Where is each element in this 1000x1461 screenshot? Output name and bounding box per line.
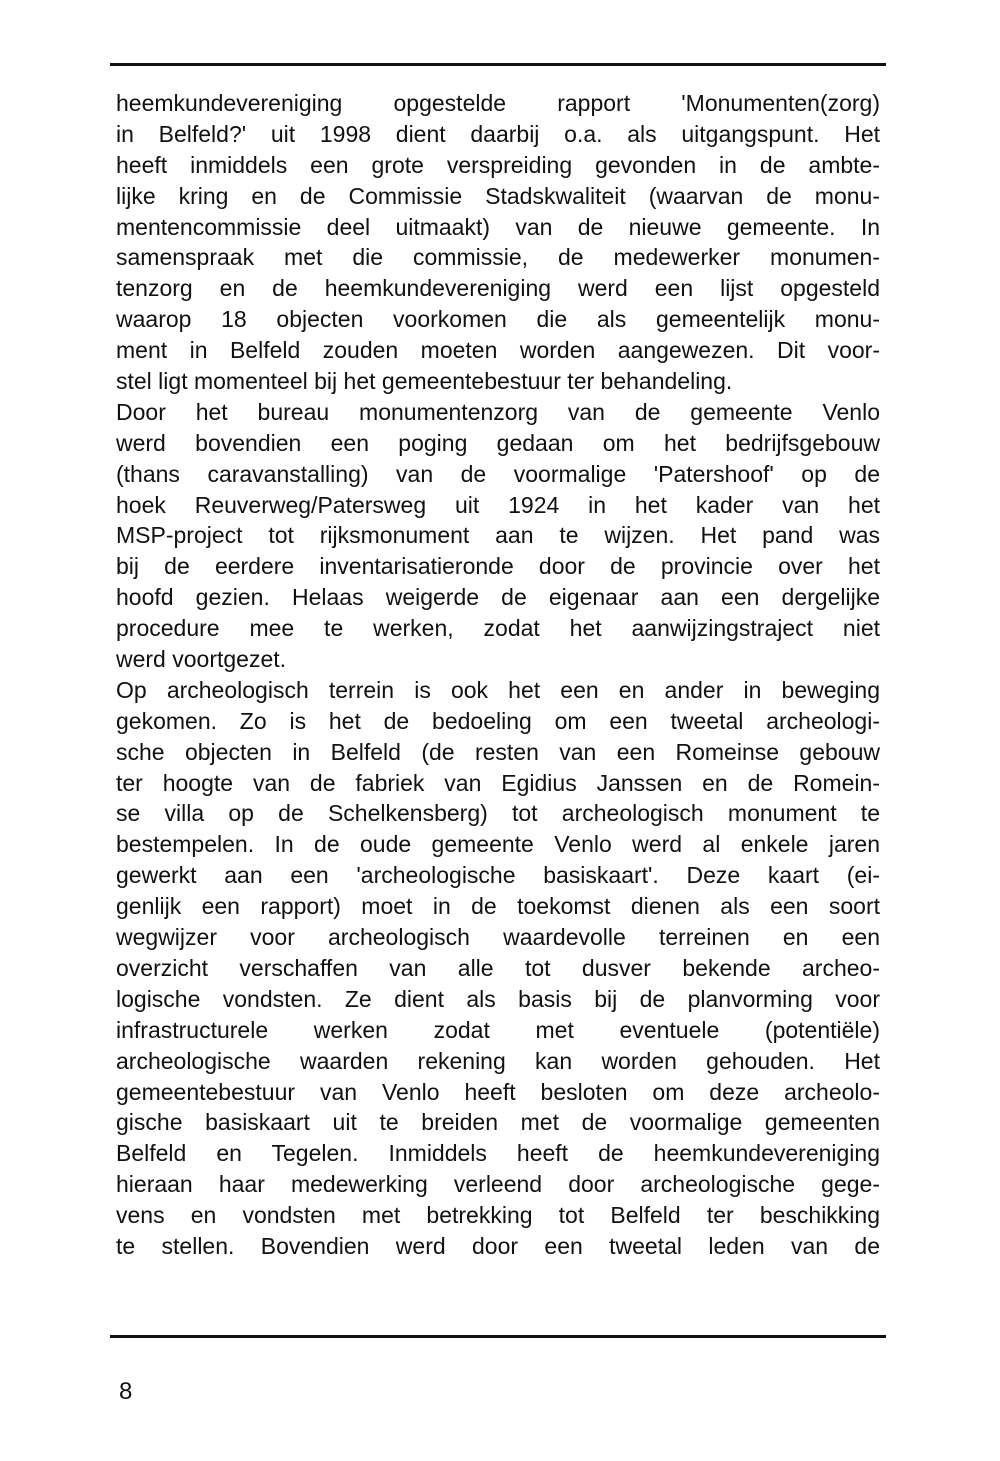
text-line: gische basiskaart uit te breiden met de voormalige gemeenten [116,1109,880,1136]
text-line: overzicht verschaffen van alle tot dusver bekende archeo- [116,954,880,981]
text-line: infrastructurele werken zodat met eventuele (potentiële) [116,1016,880,1043]
text-line: logische vondsten. Ze dient als basis bij de planvorming voor [116,985,880,1012]
text-line: waarop 18 objecten voorkomen die als gemeentelijk monu- [116,306,880,333]
text-line: werd voortgezet. [116,646,287,673]
text-line: Op archeologisch terrein is ook het een en ander in beweging [116,676,880,703]
text-line: archeologische waarden rekening kan worden gehouden. Het [116,1047,880,1074]
text-line: mentencommissie deel uitmaakt) van de nieuwe gemeente. In [116,213,880,240]
text-line: hieraan haar medewerking verleend door archeologische gege- [116,1171,880,1198]
top-rule [110,63,886,66]
text-line: hoek Reuverweg/Patersweg uit 1924 in het kader van het [116,491,880,518]
text-line: sche objecten in Belfeld (de resten van een Romeinse gebouw [116,738,880,765]
text-line: bestempelen. In de oude gemeente Venlo werd al enkele jaren [116,831,880,858]
text-line: hoofd gezien. Helaas weigerde de eigenaar aan een dergelijke [116,584,880,611]
text-line: heemkundevereniging opgestelde rapport 'Monumenten(zorg) [116,90,880,116]
text-line: lijke kring en de Commissie Stadskwaliteit (waarvan de monu- [116,182,880,209]
text-line: Door het bureau monumentenzorg van de gemeente Venlo [116,398,880,425]
text-line: vens en vondsten met betrekking tot Belfeld ter beschikking [116,1202,880,1229]
text-line: bij de eerdere inventarisatieronde door de provincie over het [116,553,880,580]
text-line: wegwijzer voor archeologisch waardevolle terreinen en een [116,924,880,951]
text-line: ment in Belfeld zouden moeten worden aangewezen. Dit voor- [116,337,880,364]
text-line: heeft inmiddels een grote verspreiding gevonden in de ambte- [116,151,880,178]
text-line: genlijk een rapport) moet in de toekomst dienen als een soort [116,893,880,920]
text-line: gemeentebestuur van Venlo heeft besloten om deze archeolo- [116,1078,880,1105]
text-line: tenzorg en de heemkundevereniging werd een lijst opgesteld [116,275,880,302]
text-line: in Belfeld?' uit 1998 dient daarbij o.a. als uitgangspunt. Het [116,120,880,147]
text-line: Belfeld en Tegelen. Inmiddels heeft de heemkundevereniging [116,1140,880,1167]
text-line: stel ligt momenteel bij het gemeentebestuur ter behandeling. [116,368,733,395]
page-number: 8 [119,1378,133,1405]
text-line: gekomen. Zo is het de bedoeling om een tweetal archeologi- [116,707,880,734]
text-line: gewerkt aan een 'archeologische basiskaart'. Deze kaart (ei- [116,862,880,889]
text-line: te stellen. Bovendien werd door een tweetal leden van de [116,1232,880,1259]
bottom-rule [110,1335,886,1338]
text-line: se villa op de Schelkensberg) tot archeologisch monument te [116,800,880,827]
body-text [116,88,880,1262]
text-line: procedure mee te werken, zodat het aanwijzingstraject niet [116,615,880,642]
text-line: (thans caravanstalling) van de voormalige 'Patershoof' op de [116,460,880,487]
text-line: werd bovendien een poging gedaan om het bedrijfsgebouw [116,429,880,456]
text-line: MSP-project tot rijksmonument aan te wijzen. Het pand was [116,522,880,549]
text-line: ter hoogte van de fabriek van Egidius Janssen en de Romein- [116,769,880,796]
text-line: samenspraak met die commissie, de medewerker monumen- [116,244,880,271]
